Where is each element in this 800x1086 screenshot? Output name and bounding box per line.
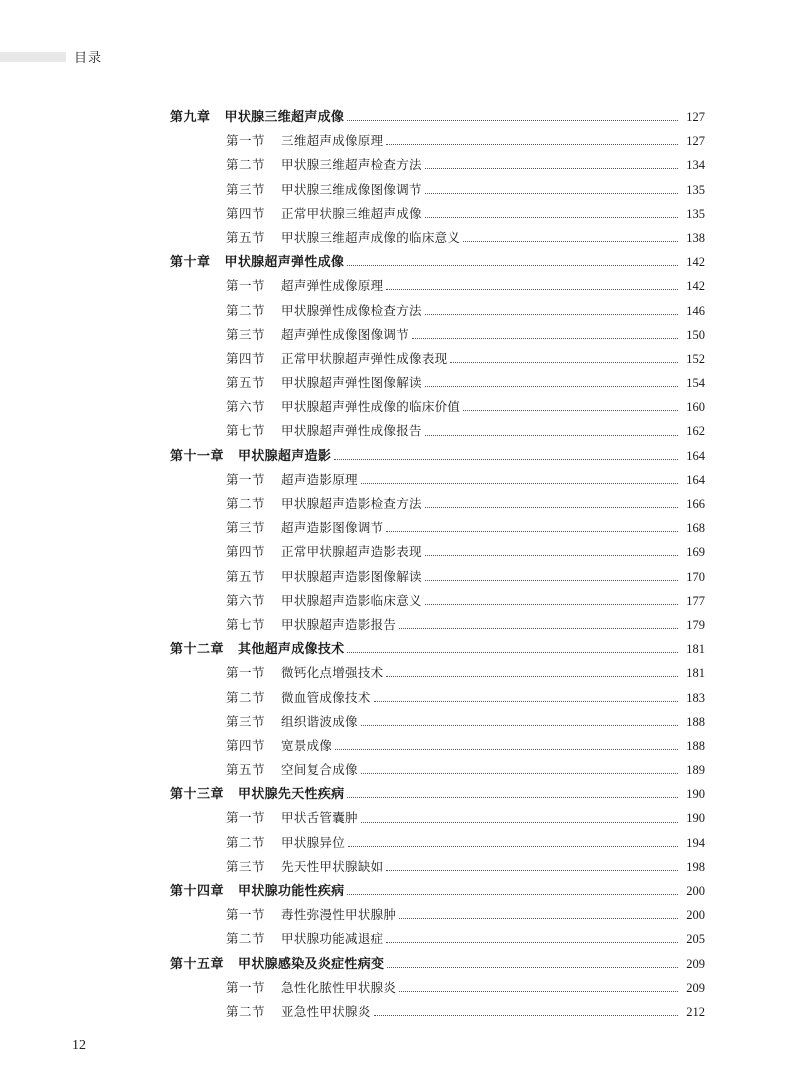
section-title: 甲状腺超声造影检查方法 (281, 496, 422, 511)
section-number: 第五节 (226, 229, 266, 245)
toc-section-entry[interactable] (170, 831, 705, 855)
section-title: 超声弹性成像图像调节 (281, 326, 410, 342)
dot-leader (361, 821, 678, 823)
toc-section-entry[interactable] (170, 395, 705, 419)
toc-section-entry[interactable] (170, 274, 705, 298)
page-reference: 212 (686, 1004, 705, 1019)
page-reference: 188 (686, 714, 705, 729)
toc-section-entry[interactable] (170, 129, 705, 153)
dot-leader (347, 796, 678, 798)
chapter-number: 第十一章 (170, 448, 225, 464)
section-title: 正常甲状腺三维超声成像 (281, 205, 422, 221)
toc-chapter-entry[interactable] (170, 637, 705, 661)
toc-section-entry[interactable] (170, 565, 705, 589)
toc-section-entry[interactable] (170, 468, 705, 492)
dot-leader (361, 772, 678, 774)
section-number: 第四节 (226, 350, 266, 366)
page-reference: 142 (686, 255, 705, 270)
section-title: 空间复合成像 (281, 762, 358, 778)
section-title: 甲状腺三维超声检查方法 (281, 157, 422, 173)
dot-leader (450, 361, 678, 363)
section-number: 第五节 (226, 762, 266, 778)
section-number: 第四节 (226, 544, 266, 560)
section-number: 第一节 (226, 665, 266, 681)
toc-section-entry[interactable] (170, 806, 705, 830)
toc-section-entry[interactable] (170, 178, 705, 202)
section-number: 第二节 (226, 931, 266, 947)
toc-section-entry[interactable] (170, 153, 705, 177)
page-reference: 181 (686, 666, 705, 681)
dot-leader (386, 675, 678, 677)
chapter-number: 第十三章 (170, 787, 225, 803)
page-reference: 160 (686, 400, 705, 415)
section-title: 亚急性甲状腺炎 (281, 1003, 371, 1019)
dot-leader (463, 409, 678, 411)
toc-section-entry[interactable] (170, 419, 705, 443)
section-number: 第一节 (226, 907, 266, 923)
toc-section-entry[interactable] (170, 661, 705, 685)
section-title: 甲状腺异位 (281, 834, 346, 850)
chapter-title: 甲状腺超声弹性成像 (224, 255, 345, 271)
page-reference: 127 (686, 110, 705, 124)
page-reference: 209 (686, 956, 705, 971)
section-number: 第五节 (226, 375, 266, 391)
section-number: 第四节 (226, 205, 266, 221)
section-title: 甲状腺功能减退症 (281, 931, 384, 947)
chapter-title: 甲状腺功能性疾病 (238, 884, 345, 899)
dot-leader (399, 627, 678, 629)
section-title: 正常甲状腺超声弹性成像表现 (281, 350, 448, 366)
toc-section-entry[interactable] (170, 371, 705, 395)
page-reference: 152 (686, 351, 705, 366)
running-header-title: 目录 (74, 51, 103, 66)
section-number: 第二节 (226, 834, 266, 850)
page-reference: 200 (686, 884, 705, 898)
dot-leader (374, 700, 678, 702)
toc-section-entry[interactable] (170, 226, 705, 250)
page-reference: 169 (686, 545, 705, 560)
section-title: 超声造影图像调节 (281, 520, 384, 536)
dot-leader (425, 603, 678, 605)
dot-leader (347, 651, 678, 653)
section-title: 超声造影原理 (281, 471, 358, 487)
toc-section-entry[interactable] (170, 202, 705, 226)
toc-section-entry[interactable] (170, 299, 705, 323)
toc-section-entry[interactable] (170, 323, 705, 347)
section-number: 第一节 (226, 979, 266, 995)
chapter-number: 第九章 (170, 110, 211, 125)
chapter-title: 甲状腺三维超声成像 (224, 110, 345, 125)
section-title: 甲状腺超声弹性成像的临床价值 (281, 399, 461, 415)
page-reference: 170 (686, 569, 705, 584)
section-title: 毒性弥漫性甲状腺肿 (281, 907, 397, 923)
page-reference: 179 (686, 617, 705, 632)
toc-section-entry[interactable] (170, 976, 705, 1000)
toc-section-entry[interactable] (170, 516, 705, 540)
toc-section-entry[interactable] (170, 758, 705, 782)
page-reference: 127 (686, 134, 705, 149)
dot-leader (463, 240, 678, 242)
header-decoration-bar (0, 52, 66, 62)
section-number: 第三节 (226, 713, 266, 729)
section-number: 第三节 (226, 520, 266, 536)
toc-section-entry[interactable] (170, 347, 705, 371)
section-number: 第六节 (226, 399, 266, 415)
section-number: 第二节 (226, 689, 266, 705)
dot-leader (386, 941, 678, 943)
toc-chapter-entry[interactable] (170, 782, 705, 806)
toc-section-entry[interactable] (170, 613, 705, 637)
toc-chapter-entry[interactable] (170, 952, 705, 976)
section-number: 第二节 (226, 302, 266, 318)
dot-leader (425, 167, 678, 169)
toc-chapter-entry[interactable] (170, 444, 705, 468)
page-reference: 188 (686, 738, 705, 753)
section-title: 宽景成像 (281, 737, 333, 753)
page-reference: 138 (686, 230, 705, 245)
chapter-number: 第十章 (170, 255, 211, 271)
section-title: 超声弹性成像原理 (281, 278, 384, 294)
section-title: 甲状腺三维成像图像调节 (281, 181, 422, 197)
page-reference: 162 (686, 424, 705, 439)
dot-leader (334, 458, 678, 460)
section-number: 第六节 (226, 592, 266, 608)
page-reference: 181 (686, 642, 705, 657)
page-reference: 177 (686, 593, 705, 608)
section-title: 甲状舌管囊肿 (281, 810, 358, 826)
page-reference: 200 (686, 908, 705, 923)
section-title: 急性化脓性甲状腺炎 (281, 979, 397, 995)
section-title: 甲状腺超声造影临床意义 (281, 592, 422, 608)
toc-section-entry[interactable] (170, 589, 705, 613)
dot-leader (386, 869, 678, 871)
chapter-title: 甲状腺感染及炎症性病变 (238, 956, 385, 972)
section-title: 甲状腺超声造影报告 (281, 616, 397, 632)
toc-section-entry[interactable] (170, 710, 705, 734)
page-reference: 168 (686, 521, 705, 536)
page-reference: 154 (686, 376, 705, 391)
dot-leader (386, 288, 678, 290)
section-title: 微血管成像技术 (281, 689, 371, 705)
page-reference: 150 (686, 327, 705, 342)
page-reference: 190 (686, 787, 705, 802)
dot-leader (347, 264, 678, 266)
chapter-title: 甲状腺超声造影 (238, 448, 332, 464)
page-reference: 190 (686, 811, 705, 826)
dot-leader (387, 966, 678, 968)
dot-leader (425, 216, 678, 218)
page-reference: 146 (686, 303, 705, 318)
section-title: 先天性甲状腺缺如 (281, 858, 384, 874)
section-number: 第一节 (226, 133, 266, 149)
section-title: 三维超声成像原理 (281, 133, 384, 149)
page-reference: 134 (686, 158, 705, 173)
section-number: 第一节 (226, 278, 266, 294)
section-title: 甲状腺三维超声成像的临床意义 (281, 229, 461, 245)
dot-leader (399, 917, 678, 919)
section-number: 第三节 (226, 181, 266, 197)
dot-leader (348, 845, 678, 847)
section-number: 第二节 (226, 496, 266, 511)
dot-leader (425, 313, 678, 315)
toc-section-entry[interactable] (170, 492, 705, 516)
page-reference: 135 (686, 206, 705, 221)
section-title: 正常甲状腺超声造影表现 (281, 544, 422, 560)
toc-section-entry[interactable] (170, 1000, 705, 1024)
toc-section-entry[interactable] (170, 540, 705, 564)
dot-leader (425, 554, 678, 556)
page-reference: 164 (686, 448, 705, 463)
section-title: 甲状腺弹性成像检查方法 (281, 302, 422, 318)
dot-leader (347, 119, 678, 121)
page-number: 12 (72, 1038, 86, 1053)
chapter-title: 其他超声成像技术 (238, 642, 345, 658)
section-number: 第一节 (226, 471, 266, 487)
dot-leader (361, 724, 678, 726)
toc-section-entry[interactable] (170, 903, 705, 927)
page-reference: 198 (686, 859, 705, 874)
toc-section-entry[interactable] (170, 686, 705, 710)
page-reference: 166 (686, 497, 705, 511)
dot-leader (361, 482, 678, 484)
dot-leader (374, 1014, 678, 1016)
toc-section-entry[interactable] (170, 927, 705, 951)
dot-leader (399, 990, 678, 992)
section-number: 第三节 (226, 858, 266, 874)
dot-leader (425, 579, 678, 581)
dot-leader (386, 530, 678, 532)
section-number: 第四节 (226, 737, 266, 753)
page-reference: 183 (686, 690, 705, 705)
toc-section-entry[interactable] (170, 734, 705, 758)
section-number: 第三节 (226, 326, 266, 342)
section-number: 第七节 (226, 423, 266, 439)
section-number: 第二节 (226, 1003, 266, 1019)
page-reference: 189 (686, 763, 705, 778)
page-reference: 209 (686, 980, 705, 995)
section-title: 甲状腺超声弹性成像报告 (281, 423, 422, 439)
chapter-number: 第十四章 (170, 884, 225, 899)
dot-leader (412, 337, 678, 339)
toc-chapter-entry[interactable] (170, 879, 705, 903)
section-title: 微钙化点增强技术 (281, 665, 384, 681)
chapter-number: 第十五章 (170, 956, 225, 972)
section-number: 第二节 (226, 157, 266, 173)
section-number: 第五节 (226, 568, 266, 584)
toc-section-entry[interactable] (170, 855, 705, 879)
chapter-number: 第十二章 (170, 642, 225, 658)
dot-leader (425, 192, 678, 194)
page-reference: 194 (686, 835, 705, 850)
section-title: 甲状腺超声造影图像解读 (281, 568, 422, 584)
dot-leader (425, 506, 678, 508)
section-number: 第七节 (226, 616, 266, 632)
toc-chapter-entry[interactable] (170, 105, 705, 129)
toc-chapter-entry[interactable] (170, 250, 705, 274)
page-reference: 142 (686, 279, 705, 294)
dot-leader (425, 434, 678, 436)
section-title: 组织谐波成像 (281, 713, 358, 729)
page-reference: 135 (686, 182, 705, 197)
dot-leader (386, 143, 678, 145)
page-reference: 164 (686, 472, 705, 487)
page-reference: 205 (686, 932, 705, 947)
section-number: 第一节 (226, 810, 266, 826)
dot-leader (347, 893, 678, 895)
chapter-title: 甲状腺先天性疾病 (238, 787, 345, 803)
dot-leader (425, 385, 678, 387)
table-of-contents (170, 105, 705, 1024)
dot-leader (335, 748, 678, 750)
section-title: 甲状腺超声弹性图像解读 (281, 375, 422, 391)
